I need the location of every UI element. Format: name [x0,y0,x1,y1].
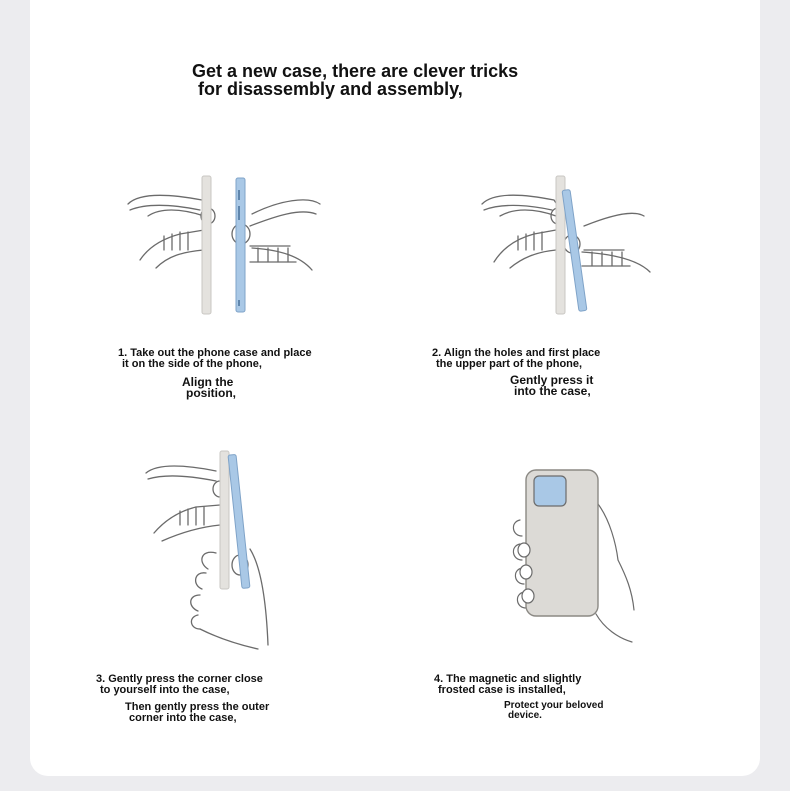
step-3-illustration [140,445,290,655]
step-3-caption [96,674,263,696]
step-2-sub-line-1: Gently press it [510,373,594,387]
step-1-caption-line-2: it on the side of the phone, [122,358,262,370]
step-2-sub-line-2: into the case, [514,384,591,398]
page-title [192,62,612,98]
step-2-caption-line-2: the upper part of the phone, [436,358,583,370]
step-2-caption [432,348,600,370]
title-line-2: for disassembly and assembly, [198,79,463,99]
instruction-card [30,0,760,776]
step-4-illustration [500,460,650,660]
step-3-sub-line-1: Then gently press the outer [125,701,270,713]
step-4-subtext [504,701,603,721]
step-1-caption-line-1: 1. Take out the phone case and place [118,347,312,359]
step-2-illustration [474,170,674,320]
step-4-caption-line-1: 4. The magnetic and slightly [434,673,582,685]
step-4-sub-line-2: device. [508,710,542,721]
step-2-caption-line-1: 2. Align the holes and first place [432,347,601,359]
step-3-caption-line-2: to yourself into the case, [100,684,230,696]
step-4-caption [434,674,581,696]
step-1-subtext [182,377,236,399]
step-2-subtext [510,375,593,397]
step-1-caption [118,348,312,370]
step-1-sub-line-1: Align the [182,375,234,389]
step-3-caption-line-1: 3. Gently press the corner close [96,673,263,685]
step-3-sub-line-2: corner into the case, [129,712,237,724]
step-3-subtext [125,702,269,724]
step-4-caption-line-2: frosted case is installed, [438,684,566,696]
title-line-1: Get a new case, there are clever tricks [192,61,519,81]
step-4-sub-line-1: Protect your beloved [504,700,604,711]
step-1-illustration [120,170,330,320]
step-1-sub-line-2: position, [186,386,236,400]
